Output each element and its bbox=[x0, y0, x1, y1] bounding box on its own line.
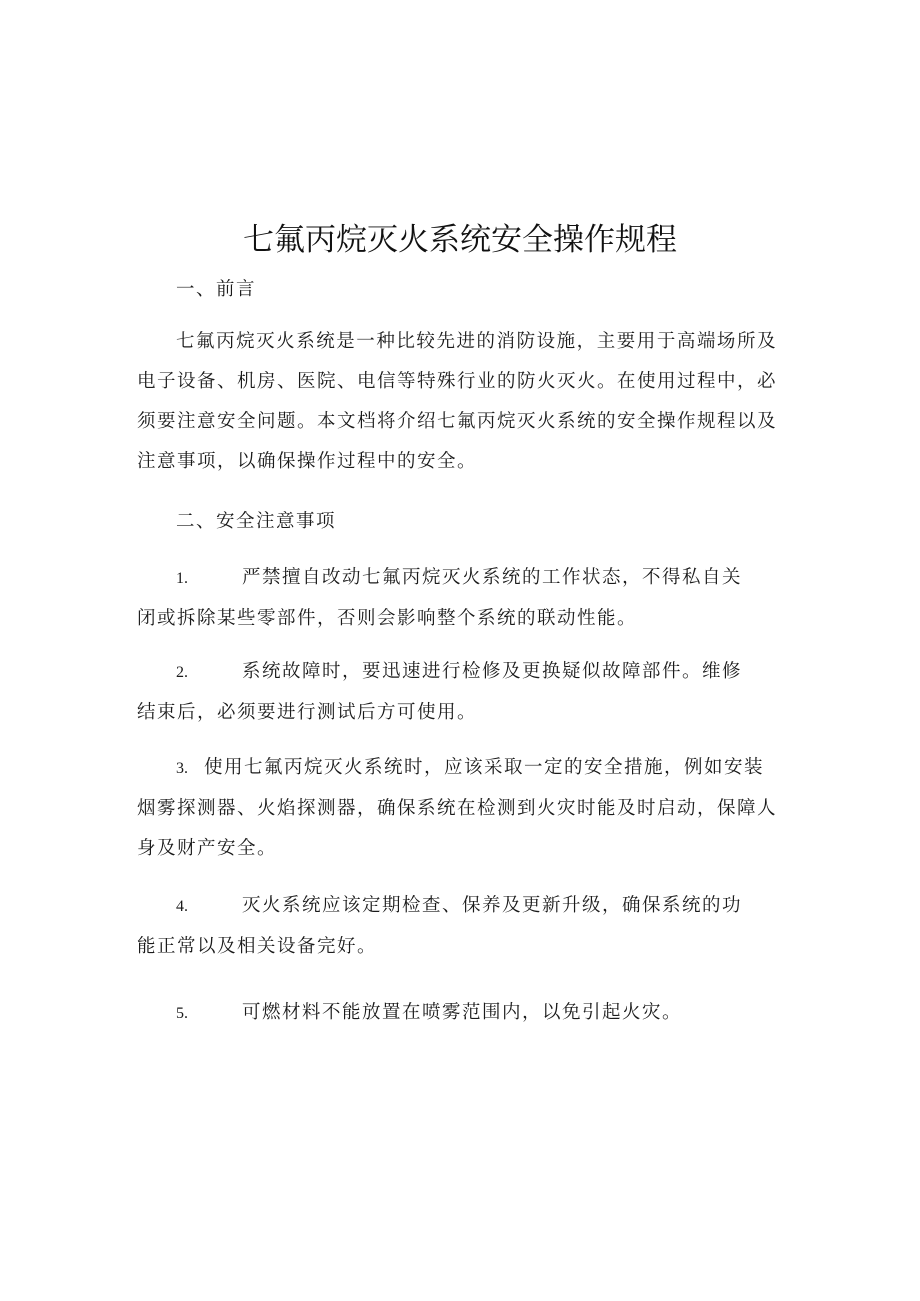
list-item-number: 2. bbox=[176, 664, 188, 681]
list-item-continuation: 结束后，必须要进行测试后方可使用。 bbox=[137, 702, 478, 723]
list-item bbox=[137, 558, 777, 639]
list-item-text: 严禁擅自改动七氟丙烷灭火系统的工作状态，不得私自关 bbox=[242, 567, 743, 588]
document-title: 七氟丙烷灭火系统安全操作规程 bbox=[243, 222, 677, 258]
preface-paragraph: 七氟丙烷灭火系统是一种比较先进的消防设施，主要用于高端场所及电子设备、机房、医院、电信等特殊行业的防火灭火。在使用过程中，必须要注意安全问题。本文档将介绍七氟丙烷灭火系统的安全操作规程以及注意事项，以确保操作过程中的安全。 bbox=[137, 331, 778, 472]
section-heading-preface: 一、前言 bbox=[176, 279, 257, 300]
list-item-continuation: 烟雾探测器、火焰探测器，确保系统在检测到火灾时能及时启动，保障人身及财产安全。 bbox=[137, 798, 778, 859]
list-item-text: 可燃材料不能放置在喷雾范围内，以免引起火灾。 bbox=[242, 1002, 683, 1023]
list-item-text: 灭火系统应该定期检查、保养及更新升级，确保系统的功 bbox=[242, 895, 743, 916]
list-item bbox=[137, 748, 777, 869]
list-item-number: 4. bbox=[176, 898, 188, 915]
list-item-continuation: 闭或拆除某些零部件，否则会影响整个系统的联动性能。 bbox=[137, 608, 638, 629]
list-item bbox=[137, 993, 777, 1034]
list-item-number: 3. bbox=[176, 760, 188, 777]
list-item-text: 使用七氟丙烷灭火系统时，应该采取一定的安全措施，例如安装 bbox=[204, 757, 765, 778]
list-item bbox=[137, 886, 777, 967]
list-item-number: 1. bbox=[176, 570, 188, 587]
list-item-text: 系统故障时，要迅速进行检修及更换疑似故障部件。维修 bbox=[242, 661, 743, 682]
list-item bbox=[137, 652, 777, 733]
section-heading-safety: 二、安全注意事项 bbox=[176, 511, 337, 532]
list-item-number: 5. bbox=[176, 1005, 188, 1022]
list-item-continuation: 能正常以及相关设备完好。 bbox=[137, 936, 378, 957]
